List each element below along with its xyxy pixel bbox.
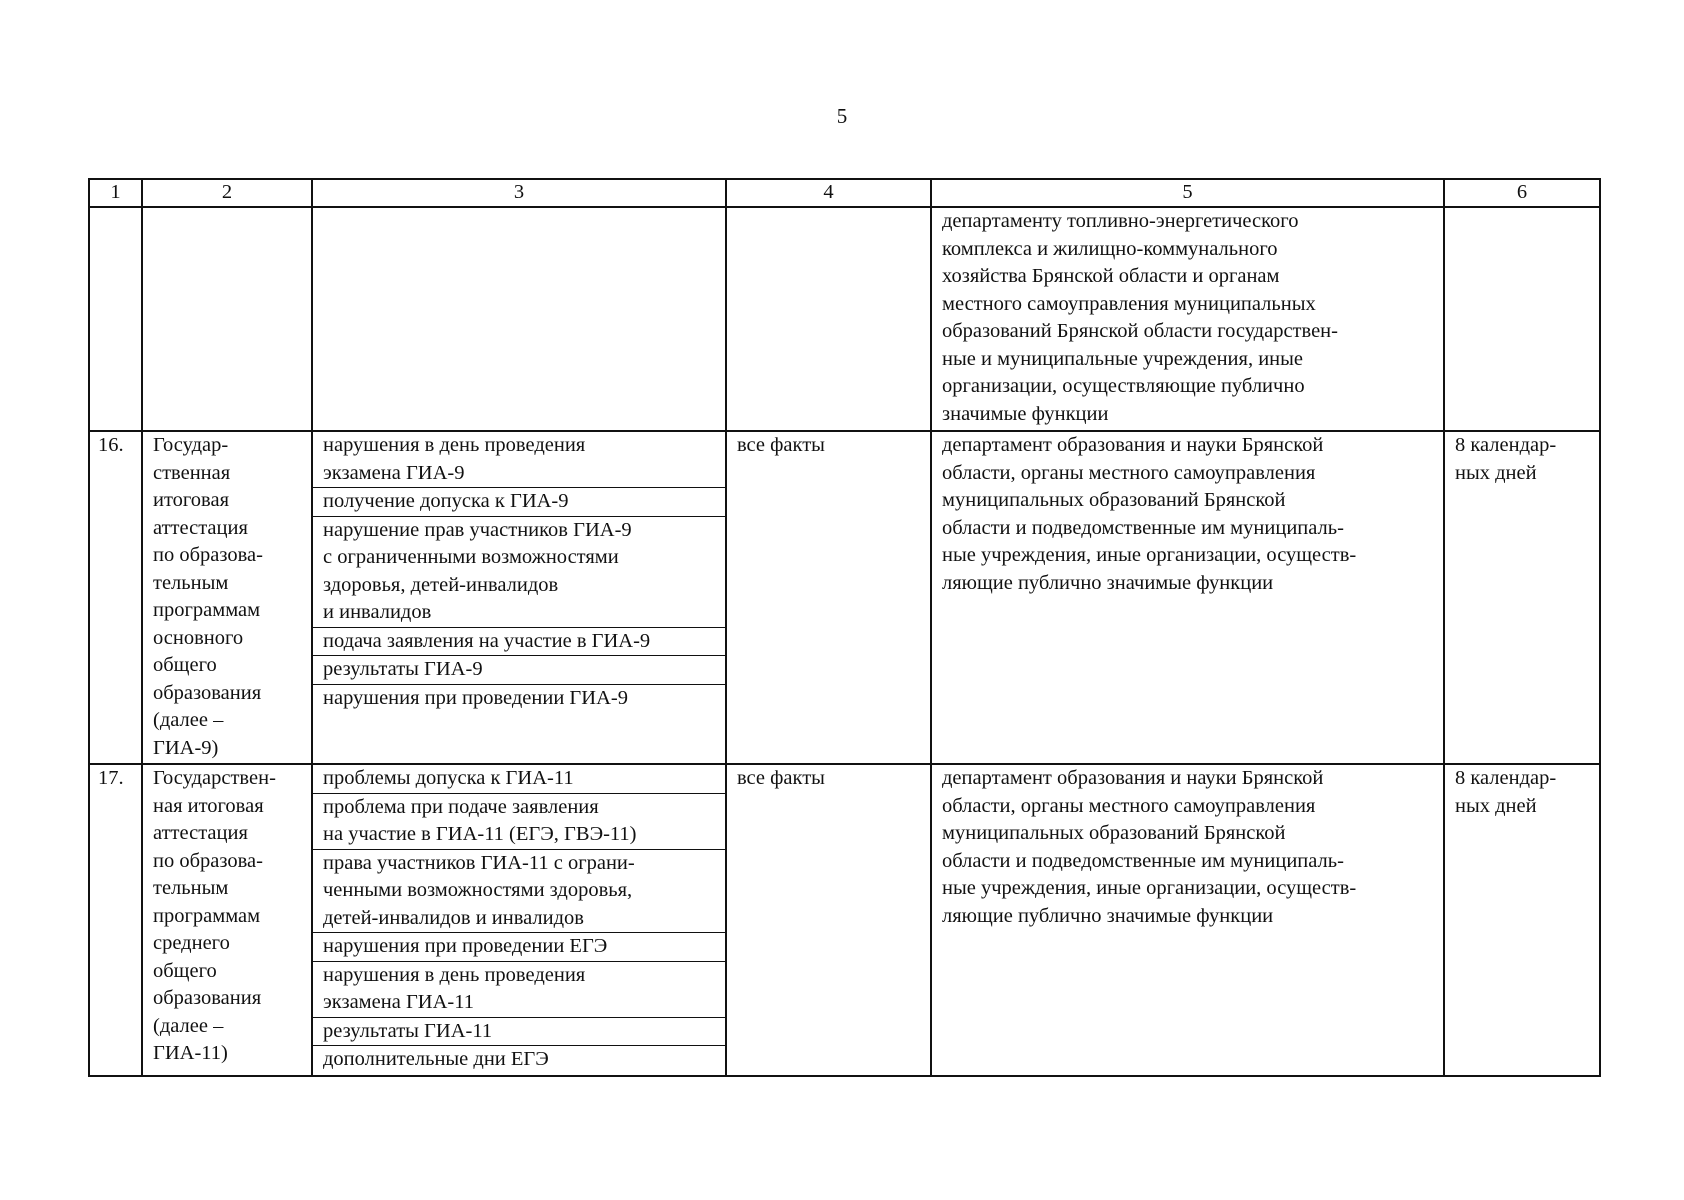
- row16-scope: все факты: [737, 434, 825, 456]
- cont-num-cell: [89, 207, 142, 431]
- cont-issues-cell: [312, 207, 726, 431]
- row16-issue: нарушения в день проведения экзамена ГИА-9: [313, 432, 725, 488]
- row17-issue: дополнительные дни ЕГЭ: [323, 1048, 549, 1070]
- row17-term: 8 календар- ных дней: [1455, 767, 1557, 817]
- row16-number: 16.: [98, 434, 124, 456]
- row17-responsible-cell: [931, 764, 1444, 1076]
- cont-responsible-cell: [931, 207, 1444, 431]
- row16-responsible: департамент образования и науки Брянской области, органы местного самоуправления муниципальных образований Брянской области и подведомственные им муниципаль- ные учреждения, иные организации, осуществ- ляющие публично значимые функции: [942, 434, 1357, 594]
- row16-issue: результаты ГИА-9: [313, 656, 725, 685]
- row16-term-cell: [1444, 431, 1600, 764]
- row17-topic-cell: [142, 764, 312, 1076]
- header-col-3: 3: [312, 179, 726, 207]
- row16-issue: нарушение прав участников ГИА-9 с ограниченными возможностями здоровья, детей-инвалидов и инвалидов: [313, 517, 725, 628]
- row17-issue: проблема при подаче заявления на участие в ГИА-11 (ЕГЭ, ГВЭ-11): [313, 794, 725, 850]
- page-number: 5: [836, 104, 848, 128]
- row16-term: 8 календар- ных дней: [1455, 434, 1557, 484]
- header-col-2: 2: [142, 179, 312, 207]
- row17-scope: все факты: [737, 767, 825, 789]
- row16-num-cell: [89, 431, 142, 764]
- row16-topic-cell: [142, 431, 312, 764]
- cont-term-cell: [1444, 207, 1600, 431]
- row17-issue: результаты ГИА-11: [313, 1018, 725, 1047]
- row16-issue: нарушения при проведении ГИА-9: [323, 686, 628, 709]
- row17-topic: Государствен- ная итоговая аттестация по образова- тельным программам среднего общего образования (далее – ГИА-11): [153, 767, 276, 1064]
- row17-issue: нарушения при проведении ЕГЭ: [313, 933, 725, 962]
- row17-term-cell: [1444, 764, 1600, 1076]
- header-col-6: 6: [1444, 179, 1600, 207]
- row16-responsible-cell: [931, 431, 1444, 764]
- table-row-17: [89, 764, 1600, 1076]
- header-row: [89, 179, 1600, 207]
- table-row-16: [89, 431, 1600, 764]
- row17-number: 17.: [98, 767, 124, 789]
- row16-scope-cell: [726, 431, 931, 764]
- cont-topic-cell: [142, 207, 312, 431]
- row16-topic: Государ- ственная итоговая аттестация по образова- тельным программам основного общего образования (далее – ГИА-9): [153, 434, 263, 759]
- header-col-1: 1: [89, 179, 142, 207]
- table-row-continuation: [89, 207, 1600, 431]
- row17-issue: права участников ГИА-11 с ограни- ченными возможностями здоровья, детей-инвалидов и инвалидов: [313, 850, 725, 934]
- row17-issue: нарушения в день проведения экзамена ГИА-11: [313, 962, 725, 1018]
- row16-issue: получение допуска к ГИА-9: [313, 488, 725, 517]
- cont-scope-cell: [726, 207, 931, 431]
- row16-issues-cell: [312, 431, 726, 764]
- header-col-5: 5: [931, 179, 1444, 207]
- row17-num-cell: [89, 764, 142, 1076]
- row16-issue: подача заявления на участие в ГИА-9: [313, 628, 725, 657]
- cont-responsible-text: департаменту топливно-энергетического комплекса и жилищно-коммунального хозяйства Брянской области и органам местного самоуправления муниципальных образований Брянской области государствен- ные и муниципальные учреждения, иные организации, осуществляющие публично значимые функции: [942, 210, 1338, 425]
- row17-responsible: департамент образования и науки Брянской области, органы местного самоуправления муниципальных образований Брянской области и подведомственные им муниципаль- ные учреждения, иные организации, осуществ- ляющие публично значимые функции: [942, 767, 1357, 927]
- main-table: [88, 178, 1601, 1077]
- row17-issue: проблемы допуска к ГИА-11: [313, 765, 725, 794]
- header-col-4: 4: [726, 179, 931, 207]
- row17-scope-cell: [726, 764, 931, 1076]
- row17-issues-cell: [312, 764, 726, 1076]
